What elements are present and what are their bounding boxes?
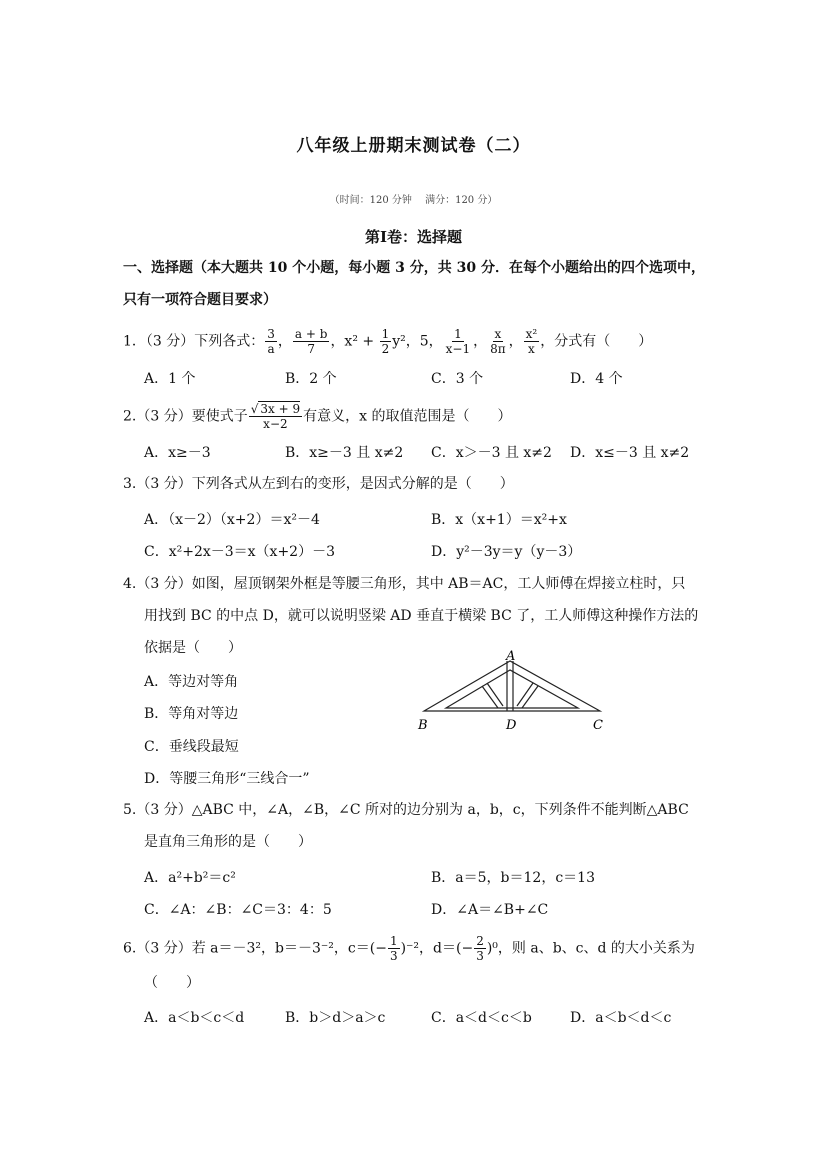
exam-info: （时间：120 分钟 满分：120 分） — [329, 195, 498, 206]
q1-prefix: 1．（3 分）下列各式： — [123, 333, 265, 350]
q1-fraction-3: $\frac{1}{2}$ — [381, 327, 390, 356]
question-5-line1: 5.（3 分）△ABC 中，∠A，∠B，∠C 所对的边分别为 a，b，c，下列条件不能判断△ABC — [123, 802, 689, 818]
truss-brace-left-1 — [482, 686, 498, 708]
q1-option-b[interactable]: B．2 个 — [285, 371, 337, 387]
question-2-stem: 2.（3 分）要使式子 $\frac{√ 3x + 9}{x-2}$ 有意义，x 的取值范围是（ ） — [123, 402, 512, 431]
q6-option-d[interactable]: D．a＜b＜d＜c — [570, 1010, 672, 1026]
q2-option-b[interactable]: B．x≥－3 且 x≠2 — [285, 445, 404, 461]
q6-fraction-c: $\frac{1}{3}$ — [389, 934, 398, 963]
q3-option-a[interactable]: A．（x－2）（x+2）＝x²－4 — [144, 512, 320, 528]
q5-option-c[interactable]: C．∠A：∠B：∠C＝3：4：5 — [144, 902, 332, 918]
q5-option-b[interactable]: B．a＝5，b＝12，c＝13 — [431, 870, 595, 886]
q1-fraction-1: $\frac{3}{a}$ — [267, 327, 275, 356]
q1-fraction-4: $\frac{1}{x-1}$ — [445, 327, 471, 356]
q1-fraction-6: $\frac{\text{x²}}{x}$ — [525, 327, 538, 356]
q1-option-d[interactable]: D．4 个 — [570, 371, 623, 387]
q2-option-a[interactable]: A．x≥－3 — [144, 445, 211, 461]
q6-fraction-d: $\frac{2}{3}$ — [476, 934, 484, 963]
q1-option-c[interactable]: C．3 个 — [431, 371, 484, 387]
q3-option-d[interactable]: D．y²－3y＝y（y－3） — [431, 544, 582, 560]
label-D: D — [506, 718, 517, 733]
part-instructions-line2: 只有一项符合题目要求） — [123, 292, 277, 308]
q4-option-d[interactable]: D．等腰三角形“三线合一” — [144, 771, 310, 787]
page-title: 八年级上册期末测试卷（二） — [296, 136, 531, 156]
q5-option-d[interactable]: D．∠A＝∠B+∠C — [431, 902, 549, 918]
q4-option-a[interactable]: A．等边对等角 — [144, 674, 239, 690]
question-5-line2: 是直角三角形的是（ ） — [144, 834, 312, 850]
roof-truss-diagram — [410, 648, 620, 736]
q1-fraction-5: $\frac{x}{8\pi}$ — [490, 327, 506, 356]
q2-option-c[interactable]: C．x＞－3 且 x≠2 — [431, 445, 552, 461]
label-C: C — [593, 718, 603, 733]
question-4-line2: 用找到 BC 的中点 D，就可以说明竖梁 AD 垂直于横梁 BC 了，工人师傅这种操作方法的 — [144, 608, 699, 624]
truss-brace-right-1 — [522, 686, 538, 708]
part-instructions-line1: 一、选择题（本大题共 10 个小题，每小题 3 分，共 30 分．在每个小题给出的四个选项中， — [123, 260, 705, 276]
truss-inner-triangle — [446, 670, 578, 708]
q2-fraction: $\frac{√ 3x + 9}{x-2}$ — [250, 402, 301, 431]
q4-option-c[interactable]: C．垂线段最短 — [144, 739, 239, 755]
question-6-line2: （ ） — [144, 975, 200, 991]
label-B: B — [418, 718, 428, 733]
q3-option-b[interactable]: B．x（x+1）＝x²+x — [431, 512, 567, 528]
q2-option-d[interactable]: D．x≤－3 且 x≠2 — [570, 445, 690, 461]
question-3-stem: 3.（3 分）下列各式从左到右的变形，是因式分解的是（ ） — [123, 476, 514, 492]
question-6-stem: 6.（3 分）若 a＝－3²，b＝－3⁻²，c＝(− $\frac{1}{3}$ )⁻²，d＝(− $\frac{2}{3}$ )⁰，则 a、b、c、d 的大小关系为 — [123, 934, 695, 963]
question-1-stem: 1．（3 分）下列各式： $\frac{3}{a}$ ， $\frac{a + b}{7}$ ，x² + $\frac{1}{2}$ y²，5， $\frac{1}{x-1}$ ， $\frac{x}{8\pi}$ ， $\frac{\text{x²}}{x}$ ，分式有（ ） — [123, 327, 653, 356]
q4-option-b[interactable]: B．等角对等边 — [144, 706, 239, 722]
q6-option-c[interactable]: C．a＜d＜c＜b — [431, 1010, 532, 1026]
q6-option-b[interactable]: B．b＞d＞a＞c — [285, 1010, 386, 1026]
q1-fraction-2: $\frac{a + b}{7}$ — [294, 327, 328, 356]
question-4-line1: 4.（3 分）如图，屋顶钢架外框是等腰三角形，其中 AB＝AC，工人师傅在焊接立柱时，只 — [123, 576, 686, 592]
q1-option-a[interactable]: A．1 个 — [144, 371, 196, 387]
q5-option-a[interactable]: A．a²+b²＝c² — [144, 870, 236, 886]
q3-option-c[interactable]: C．x²+2x－3＝x（x+2）－3 — [144, 544, 335, 560]
question-4-line3: 依据是（ ） — [144, 640, 242, 656]
truss-outer-triangle — [424, 661, 600, 711]
label-A: A — [506, 649, 516, 664]
q6-option-a[interactable]: A．a＜b＜c＜d — [144, 1010, 245, 1026]
section-heading: 第Ⅰ卷：选择题 — [364, 228, 463, 246]
